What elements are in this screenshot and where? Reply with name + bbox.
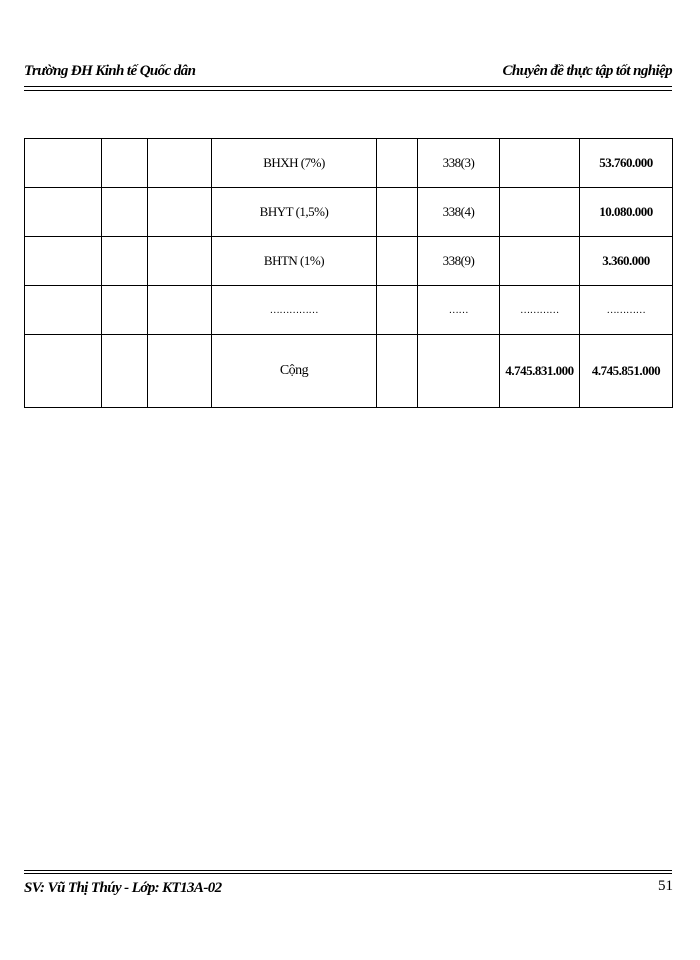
table-cell [377,139,418,188]
ledger-table [24,138,673,408]
table-cell [148,237,212,286]
header-report-title: Chuyên đề thực tập tốt nghiệp [502,63,672,79]
table-cell [102,188,148,237]
table-cell [377,335,418,408]
debit-cell [500,139,580,188]
account-cell: 338(3) [418,139,500,188]
table-cell [377,286,418,335]
table-cell [377,237,418,286]
credit-cell: 53.760.000 [580,139,673,188]
header-school-name: Trường ĐH Kinh tế Quốc dân [24,63,196,79]
description-cell: BHXH (7%) [212,139,377,188]
debit-cell [500,237,580,286]
total-label-cell: Cộng [212,335,377,408]
credit-cell: ………… [580,286,673,335]
credit-cell: 3.360.000 [580,237,673,286]
debit-cell [500,188,580,237]
table-row [25,237,673,286]
account-cell [418,335,500,408]
table-cell [25,188,102,237]
description-cell: BHTN (1%) [212,237,377,286]
table-cell [102,139,148,188]
account-cell: …… [418,286,500,335]
table-row [25,188,673,237]
table-cell [102,237,148,286]
table-cell [148,139,212,188]
footer-student-info: SV: Vũ Thị Thúy - Lớp: KT13A-02 [24,880,222,896]
table-cell [148,188,212,237]
header-rule [24,86,672,87]
total-row [25,335,673,408]
table-cell [102,335,148,408]
table-cell [377,188,418,237]
table-row [25,139,673,188]
description-cell: BHYT (1,5%) [212,188,377,237]
header-rule-thin [24,90,672,91]
table-cell [102,286,148,335]
total-credit-cell: 4.745.851.000 [580,335,673,408]
table-row [25,286,673,335]
table-cell [25,139,102,188]
description-cell: …………… [212,286,377,335]
credit-cell: 10.080.000 [580,188,673,237]
footer-rule-thin [24,870,672,871]
page-number: 51 [658,878,673,894]
table-cell [25,335,102,408]
table-cell [148,335,212,408]
account-cell: 338(9) [418,237,500,286]
total-debit-cell: 4.745.831.000 [500,335,580,408]
debit-cell: ………… [500,286,580,335]
table-cell [148,286,212,335]
footer-rule [24,873,672,874]
account-cell: 338(4) [418,188,500,237]
table-cell [25,237,102,286]
table-cell [25,286,102,335]
